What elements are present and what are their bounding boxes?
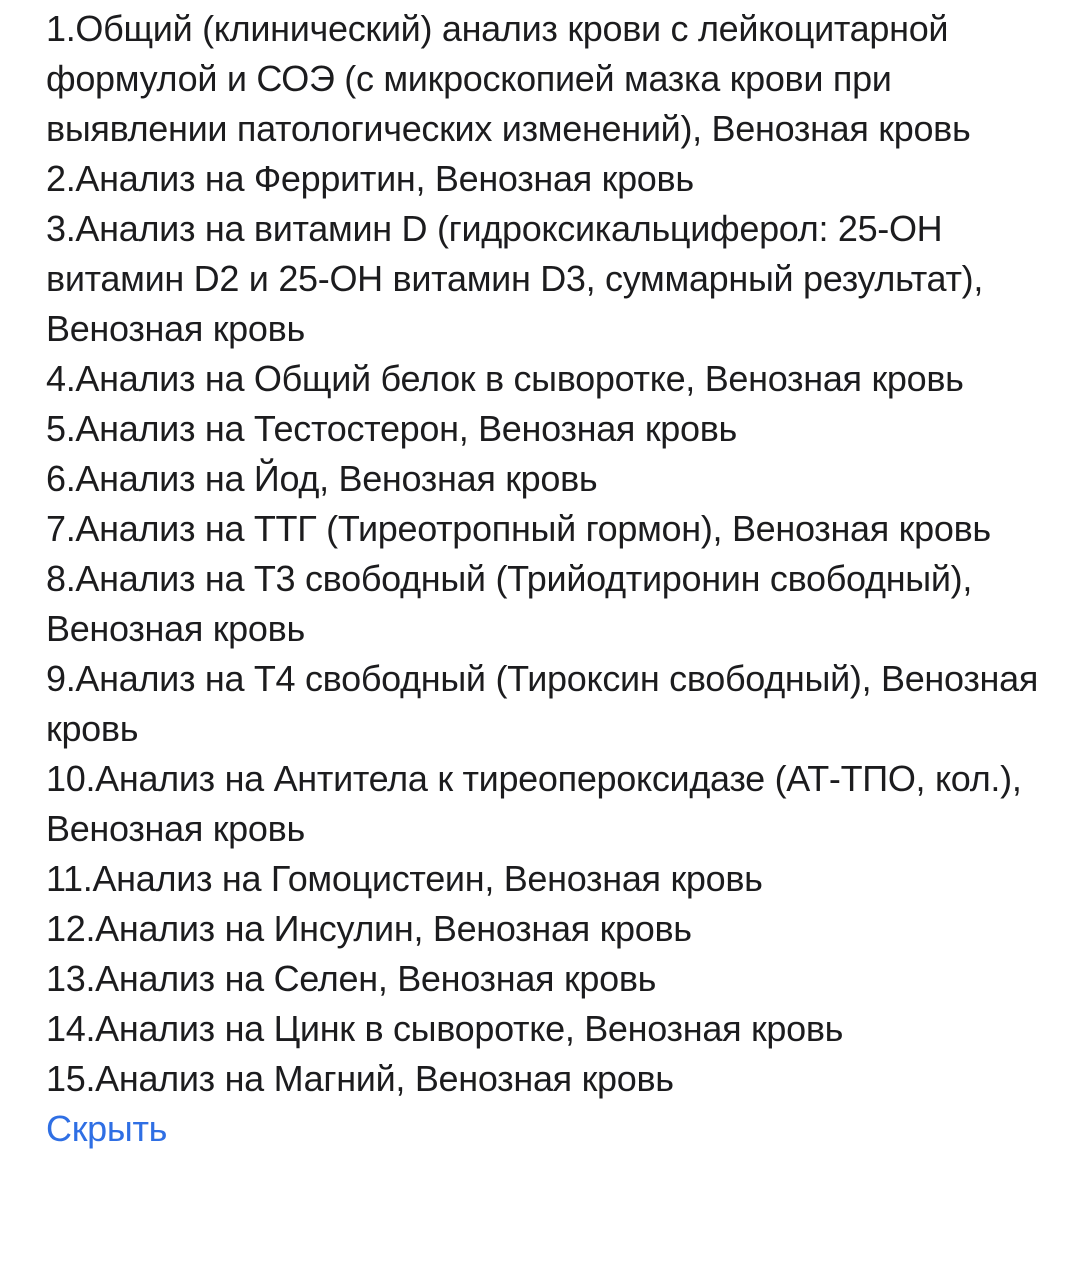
list-item bbox=[46, 904, 1046, 954]
list-item bbox=[46, 454, 1046, 504]
list-item-text: 8.Анализ на Т3 свободный (Трийодтиронин свободный), Венозная кровь bbox=[46, 558, 973, 649]
list-item-text: 5.Анализ на Тестостерон, Венозная кровь bbox=[46, 408, 738, 449]
list-item bbox=[46, 4, 1046, 154]
list-item bbox=[46, 954, 1046, 1004]
list-item bbox=[46, 354, 1046, 404]
list-item bbox=[46, 404, 1046, 454]
analysis-list bbox=[46, 4, 1046, 1154]
list-item bbox=[46, 854, 1046, 904]
list-item bbox=[46, 554, 1046, 654]
list-item bbox=[46, 754, 1046, 854]
list-item-text: 6.Анализ на Йод, Венозная кровь bbox=[46, 458, 598, 499]
list-item bbox=[46, 1004, 1046, 1054]
list-item-text: 3.Анализ на витамин D (гидроксикальциферол: 25-ОН витамин D2 и 25-ОН витамин D3, суммарный результат), Венозная кровь bbox=[46, 208, 984, 349]
hide-link[interactable]: Скрыть bbox=[46, 1108, 168, 1149]
list-item-text: 10.Анализ на Антитела к тиреопероксидазе (АТ-ТПО, кол.), Венозная кровь bbox=[46, 758, 1022, 849]
list-item-text: 2.Анализ на Ферритин, Венозная кровь bbox=[46, 158, 694, 199]
list-item-text: 15.Анализ на Магний, Венозная кровь bbox=[46, 1058, 674, 1099]
list-item bbox=[46, 1054, 1046, 1104]
list-item bbox=[46, 504, 1046, 554]
list-item-text: 7.Анализ на ТТГ (Тиреотропный гормон), Венозная кровь bbox=[46, 508, 991, 549]
list-item-text: 1.Общий (клинический) анализ крови с лейкоцитарной формулой и СОЭ (с микроскопией мазка крови при выявлении патологических изменений), Венозная кровь bbox=[46, 8, 971, 149]
list-item-text: 14.Анализ на Цинк в сыворотке, Венозная кровь bbox=[46, 1008, 844, 1049]
list-item-text: 9.Анализ на Т4 свободный (Тироксин свободный), Венозная кровь bbox=[46, 658, 1039, 749]
list-item bbox=[46, 204, 1046, 354]
list-item-text: 12.Анализ на Инсулин, Венозная кровь bbox=[46, 908, 692, 949]
list-item-text: 4.Анализ на Общий белок в сыворотке, Венозная кровь bbox=[46, 358, 964, 399]
list-item bbox=[46, 154, 1046, 204]
list-item bbox=[46, 654, 1046, 754]
list-item-text: 11.Анализ на Гомоцистеин, Венозная кровь bbox=[46, 858, 763, 899]
list-item-text: 13.Анализ на Селен, Венозная кровь bbox=[46, 958, 657, 999]
